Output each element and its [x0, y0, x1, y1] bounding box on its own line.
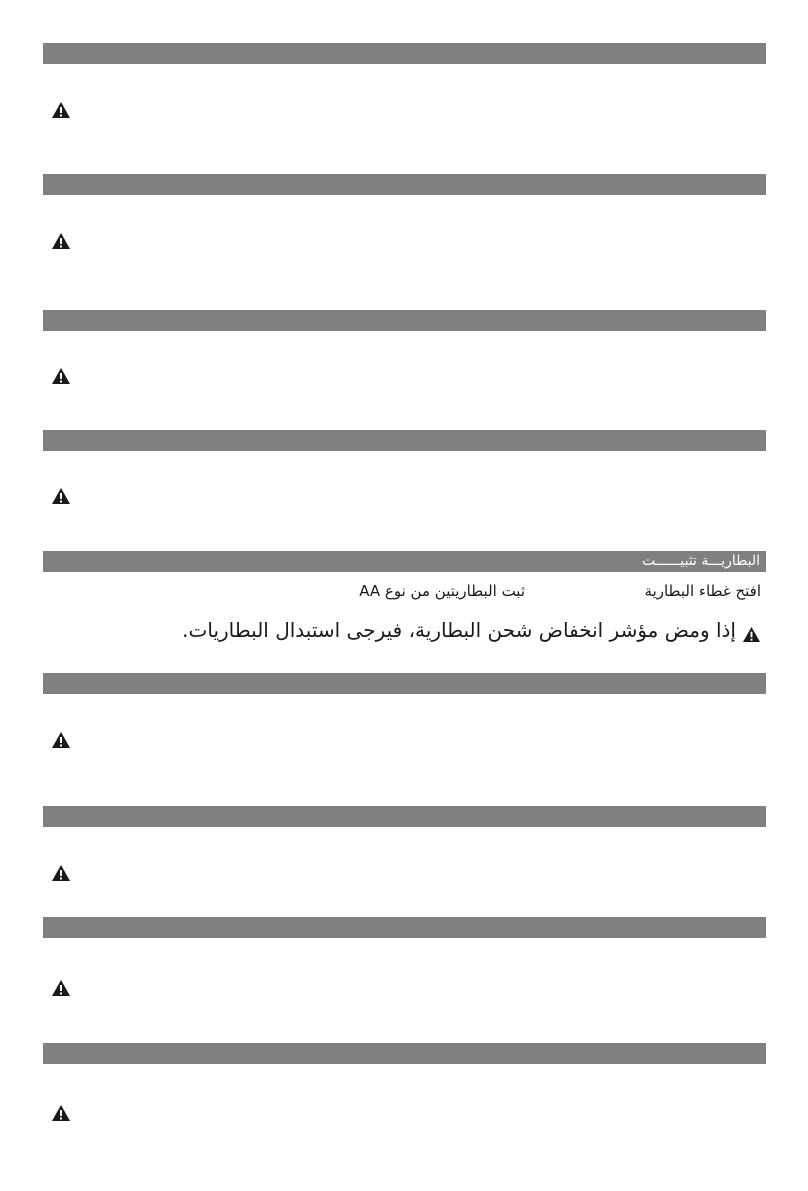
section-bar — [43, 310, 766, 331]
section-bar — [43, 174, 766, 195]
low-battery-note-text: إذا ومض مؤشر انخفاض شحن البطارية، فيرجى استبدال البطاريات. — [182, 618, 736, 642]
low-battery-note — [182, 616, 761, 644]
warning-triangle-icon — [51, 1104, 71, 1122]
section-bar — [43, 917, 766, 938]
step-open-cover: افتح غطاء البطارية — [644, 582, 761, 600]
warning-triangle-icon — [51, 864, 71, 882]
warning-triangle-icon — [51, 367, 71, 385]
section-bar — [43, 673, 766, 694]
warning-triangle-icon — [51, 232, 71, 250]
battery-section-bar — [43, 551, 766, 572]
warning-triangle-icon — [742, 622, 761, 639]
section-bar — [43, 43, 766, 64]
warning-triangle-icon — [51, 101, 71, 119]
warning-triangle-icon — [51, 731, 71, 749]
section-bar — [43, 430, 766, 451]
section-bar — [43, 806, 766, 827]
step-install-batteries: ثبت البطاريتين من نوع AA — [359, 582, 525, 600]
warning-triangle-icon — [51, 487, 71, 505]
section-bar — [43, 1043, 766, 1064]
warning-triangle-icon — [51, 979, 71, 997]
battery-section-title: البطاريـــة تثبيــــــت — [642, 553, 760, 569]
